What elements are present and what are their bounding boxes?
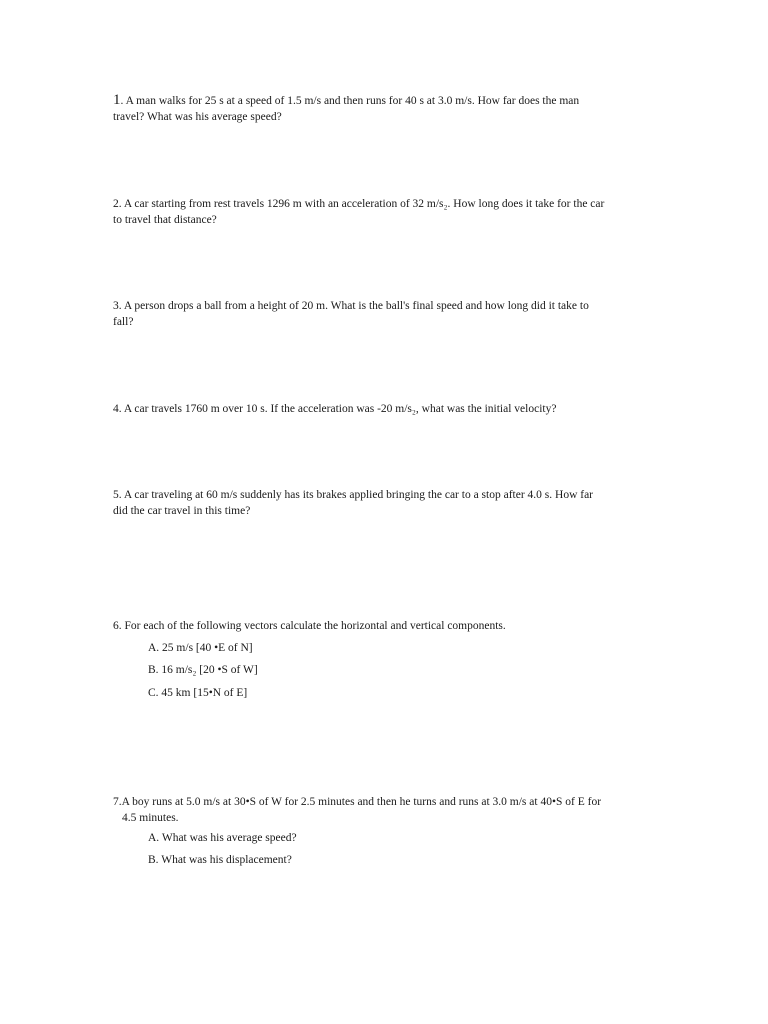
question-7-item-a: A. What was his average speed? — [148, 832, 297, 844]
question-6 — [113, 618, 658, 634]
question-7 — [113, 794, 658, 826]
question-6-item-b: B. 16 m/s₂ [20 •S of W] — [148, 664, 258, 676]
question-6-item-a: A. 25 m/s [40 •E of N] — [148, 642, 253, 654]
question-7-item-b: B. What was his displacement? — [148, 854, 292, 866]
question-5-line-1: 5. A car traveling at 60 m/s suddenly has its brakes applied bringing the car to a stop after 4.0 s. How far — [113, 489, 594, 501]
question-6-line-1: 6. For each of the following vectors calculate the horizontal and vertical components. — [113, 620, 506, 632]
question-2 — [113, 196, 658, 228]
question-2-line-2: to travel that distance? — [113, 214, 217, 226]
question-3-line-1: 3. A person drops a ball from a height of 20 m. What is the ball's final speed and how long did it take to — [113, 300, 589, 312]
question-2-line-1: 2. A car starting from rest travels 1296 m with an acceleration of 32 m/s₂. How long does it take for the car — [113, 198, 605, 210]
question-3-line-2: fall? — [113, 316, 134, 328]
question-5 — [113, 487, 658, 519]
question-4-line-1: 4. A car travels 1760 m over 10 s. If the acceleration was -20 m/s₂, what was the initial velocity? — [113, 403, 557, 415]
question-1 — [113, 92, 658, 125]
question-1-text-1: . A man walks for 25 s at a speed of 1.5 m/s and then runs for 40 s at 3.0 m/s. How far does the man — [120, 95, 580, 107]
question-1-line-1 — [113, 92, 658, 109]
question-3 — [113, 298, 658, 330]
question-5-line-2: did the car travel in this time? — [113, 505, 251, 517]
question-1-line-2: travel? What was his average speed? — [113, 111, 282, 123]
question-1-number: 1 — [113, 92, 121, 108]
question-4 — [113, 401, 658, 417]
question-6-item-c: C. 45 km [15•N of E] — [148, 687, 248, 699]
question-7-line-2: 4.5 minutes. — [122, 812, 179, 824]
question-7-line-1: 7.A boy runs at 5.0 m/s at 30•S of W for 2.5 minutes and then he turns and runs at 3.0 m/s at 40•S of E for — [113, 796, 602, 808]
